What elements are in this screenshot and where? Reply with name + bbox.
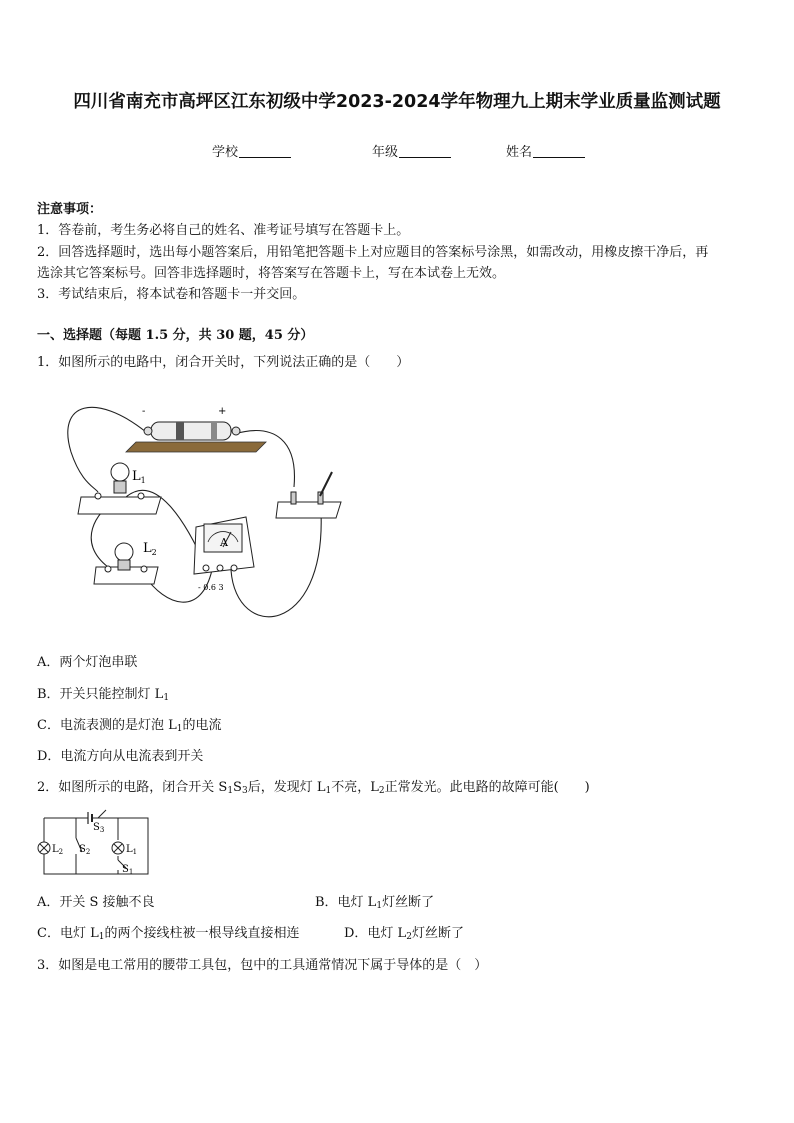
grade-blank bbox=[399, 144, 451, 158]
q2-lamp-l1 bbox=[112, 842, 124, 854]
q2-lamp-l2 bbox=[38, 842, 50, 854]
school-blank bbox=[239, 144, 291, 158]
q2-s2-label: $S_2$ bbox=[79, 844, 91, 856]
q2-l1-label: $L_1$ bbox=[126, 844, 138, 856]
notice-heading: 注意事项： bbox=[37, 202, 103, 217]
q2-s1-label: $S_1$ bbox=[122, 864, 134, 876]
q2-circuit-figure bbox=[36, 804, 156, 882]
lamp-l1 bbox=[78, 463, 161, 514]
q2-option-d: D．电灯 $L_2$灯丝断了 bbox=[344, 926, 464, 942]
name-label: 姓名 bbox=[506, 145, 533, 160]
lamp-l2-label: $L_2$ bbox=[143, 541, 157, 557]
q1-option-d: D．电流方向从电流表到开关 bbox=[37, 749, 204, 764]
grade-field bbox=[372, 141, 451, 160]
notice-item-3: 3．考试结束后，将本试卷和答题卡一并交回。 bbox=[37, 287, 306, 302]
q2-l2-label: $L_2$ bbox=[52, 844, 64, 856]
q2-stem: 2．如图所示的电路，闭合开关 $S_1S_3$后，发现灯 $L_1$不亮，$L_2$正常发光。此电路的故障可能( ) bbox=[37, 780, 590, 796]
q2-option-c: C．电灯 $L_1$的两个接线柱被一根导线直接相连 bbox=[37, 926, 300, 942]
battery-plus-label: + bbox=[218, 406, 227, 417]
ammeter-terminals-label: - 0.6 3 bbox=[198, 583, 224, 592]
battery bbox=[126, 422, 266, 452]
ammeter-label: A bbox=[220, 536, 228, 549]
q1-option-b: B．开关只能控制灯 $L_1$ bbox=[37, 687, 170, 703]
page-title: 四川省南充市高坪区江东初级中学2023-2024学年物理九上期末学业质量监测试题 bbox=[73, 92, 721, 112]
q2-option-b: B．电灯 $L_1$灯丝断了 bbox=[315, 895, 435, 911]
grade-label: 年级 bbox=[372, 145, 399, 160]
q1-option-a: A．两个灯泡串联 bbox=[37, 655, 138, 670]
q1-circuit-figure bbox=[36, 392, 356, 642]
section-heading: 一、选择题（每题 1.5 分，共 30 题，45 分） bbox=[37, 328, 314, 343]
q1-stem: 1．如图所示的电路中，闭合开关时，下列说法正确的是（ ） bbox=[37, 355, 410, 370]
q3-stem: 3．如图是电工常用的腰带工具包，包中的工具通常情况下属于导体的是（ ） bbox=[37, 958, 488, 973]
wire-battery-switch bbox=[234, 431, 294, 487]
name-blank bbox=[533, 144, 585, 158]
lamp-l1-label: $L_1$ bbox=[132, 469, 146, 485]
q1-option-c: C．电流表测的是灯泡 $L_1$的电流 bbox=[37, 718, 222, 734]
battery-minus-label: - bbox=[142, 406, 146, 417]
knife-switch bbox=[276, 472, 341, 518]
notice-item-2: 2．回答选择题时，选出每小题答案后，用铅笔把答题卡上对应题目的答案标号涂黑，如需改动，用橡皮擦干净后，再 bbox=[37, 245, 709, 260]
q2-s3-label: $S_3$ bbox=[93, 822, 105, 834]
school-field bbox=[212, 141, 291, 160]
q2-option-a: A．开关 S 接触不良 bbox=[37, 895, 155, 910]
notice-item-2-cont: 选涂其它答案标号。回答非选择题时，将答案写在答题卡上，写在本试卷上无效。 bbox=[37, 266, 506, 281]
school-label: 学校 bbox=[212, 145, 239, 160]
name-field bbox=[506, 141, 585, 160]
notice-item-1: 1．答卷前，考生务必将自己的姓名、准考证号填写在答题卡上。 bbox=[37, 223, 410, 238]
